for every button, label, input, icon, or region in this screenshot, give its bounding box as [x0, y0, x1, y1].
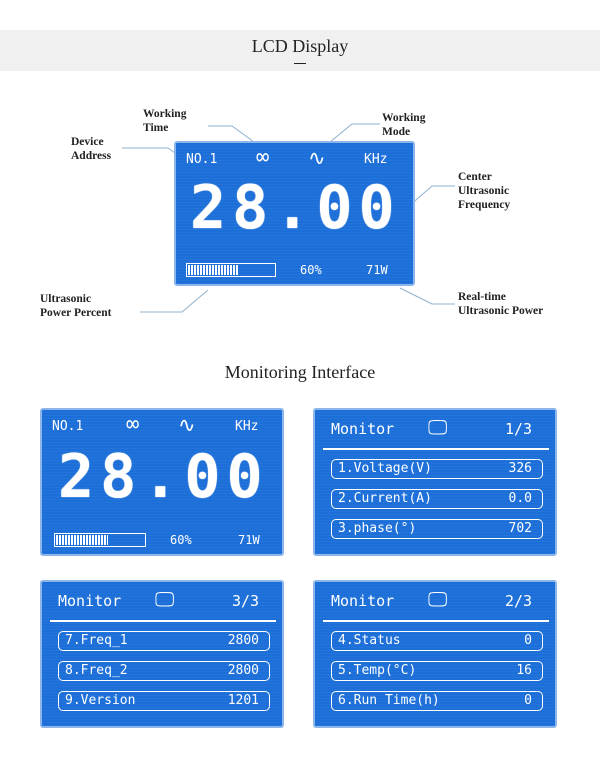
device-address-label: NO.1: [186, 152, 218, 167]
power-percent-bar-fill: [56, 535, 108, 545]
unit-label: KHz: [364, 152, 388, 167]
callout-power-percent: Ultrasonic Power Percent: [40, 293, 112, 319]
row-label: 8.Freq_2: [65, 663, 128, 678]
row-value: 16: [516, 663, 532, 678]
callout-device-address: Device Address: [71, 136, 112, 162]
row-label: 7.Freq_1: [65, 633, 128, 648]
power-percent-label: 60%: [300, 263, 322, 277]
monitor-title: Monitor: [58, 592, 122, 610]
infinity-icon: ∞: [256, 145, 270, 170]
monitor-row: [331, 519, 543, 539]
monitor-screen-icon: 🖵: [428, 415, 448, 439]
monitor-row: [331, 661, 543, 681]
frequency-readout: 28.00: [190, 173, 401, 243]
infinity-icon: ∞: [126, 412, 140, 437]
page-indicator: 3/3: [232, 592, 260, 610]
frequency-readout: 28.00: [58, 442, 269, 512]
sine-wave-icon: ∿: [178, 413, 196, 437]
row-label: 4.Status: [338, 633, 401, 648]
row-label: 1.Voltage(V): [338, 461, 432, 476]
header-divider: [323, 448, 549, 450]
monitor-row: [331, 631, 543, 651]
monitor-lcd-main: [40, 408, 284, 556]
title-underline: [294, 63, 306, 64]
monitor-title: Monitor: [331, 592, 395, 610]
callout-center-frequency: Center Ultrasonic Frequency: [458, 171, 511, 211]
monitor-row: [331, 459, 543, 479]
power-percent-bar-fill: [188, 265, 239, 275]
main-lcd-display: [174, 141, 415, 286]
monitor-lcd-page-3: [40, 580, 284, 728]
row-value: 702: [508, 521, 532, 536]
monitor-title: Monitor: [331, 420, 395, 438]
monitor-screen-icon: 🖵: [155, 587, 175, 611]
power-percent-bar: [54, 533, 146, 547]
unit-label: KHz: [235, 419, 259, 434]
leader-device-address: [122, 148, 182, 158]
row-label: 2.Current(A): [338, 491, 432, 506]
row-value: 2800: [227, 633, 259, 648]
power-watts-label: 71W: [366, 263, 388, 277]
monitor-lcd-page-1: [313, 408, 557, 556]
power-watts-label: 71W: [238, 533, 260, 547]
row-label: 3.phase(°): [338, 521, 417, 536]
callout-realtime-power: Real-time Ultrasonic Power: [458, 291, 544, 317]
callout-working-time: Working Time: [143, 108, 187, 134]
power-percent-bar: [186, 263, 276, 277]
row-label: 9.Version: [65, 693, 136, 708]
monitor-row: [58, 691, 270, 711]
leader-working-time: [208, 126, 254, 142]
page-indicator: 1/3: [505, 420, 533, 438]
row-value: 0: [524, 633, 532, 648]
page-title: LCD Display: [251, 36, 349, 56]
callout-working-mode: Working Mode: [382, 112, 426, 138]
row-label: 6.Run Time(h): [338, 693, 440, 708]
page-indicator: 2/3: [505, 592, 533, 610]
monitor-row: [58, 631, 270, 651]
leader-realtime-power: [400, 288, 455, 304]
header-divider: [323, 620, 549, 622]
leader-power-percent: [140, 290, 208, 312]
row-value: 0.0: [508, 491, 532, 506]
row-value: 326: [508, 461, 532, 476]
leader-working-mode: [330, 124, 380, 142]
row-value: 1201: [227, 693, 259, 708]
row-value: 2800: [227, 663, 259, 678]
monitor-row: [331, 691, 543, 711]
monitor-screen-icon: 🖵: [428, 587, 448, 611]
sine-wave-icon: ∿: [308, 146, 326, 170]
section-title: Monitoring Interface: [224, 362, 376, 382]
monitor-lcd-page-2: [313, 580, 557, 728]
device-address-label: NO.1: [52, 419, 84, 434]
monitor-row: [58, 661, 270, 681]
power-percent-label: 60%: [170, 533, 192, 547]
header-divider: [50, 620, 276, 622]
monitor-row: [331, 489, 543, 509]
row-label: 5.Temp(°C): [338, 663, 417, 678]
row-value: 0: [524, 693, 532, 708]
